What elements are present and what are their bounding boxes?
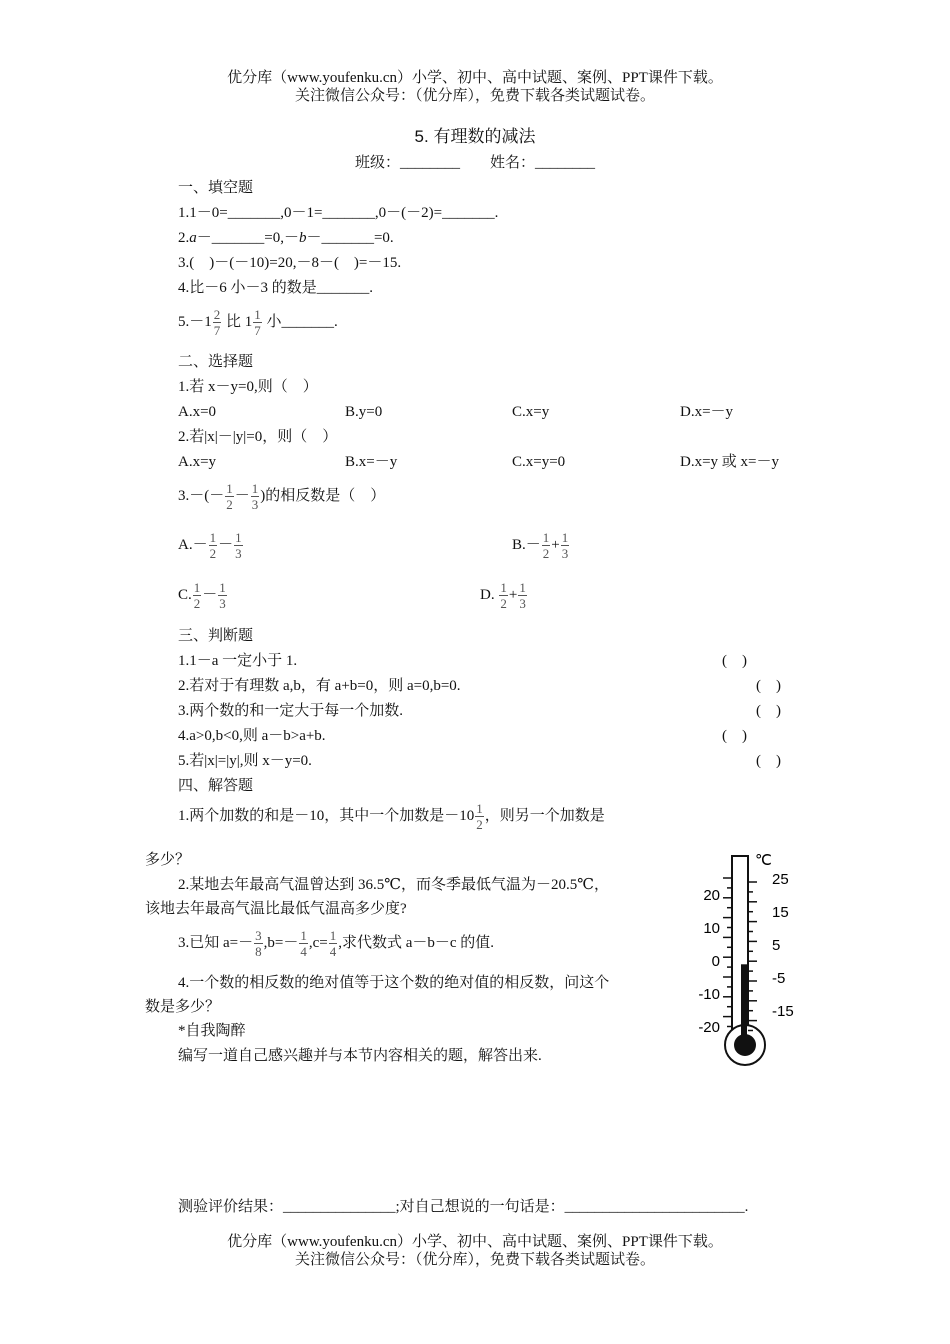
- footer-line-2: 关注微信公众号：（优分库），免费下载各类试题试卷。: [294, 1252, 655, 1268]
- judge-paren-1: ( ): [722, 653, 747, 669]
- choice-q1-option-c: C.x=y: [512, 404, 550, 420]
- choice-q3-option-a: A.－ $\frac{1}{2}$ － $\frac{1}{3}$: [178, 530, 242, 562]
- thermo-right-label: -5: [772, 970, 786, 987]
- evaluation-line: 测验评价结果：_______________;对自己想说的一句话是：________________________.: [178, 1199, 749, 1215]
- thermo-left-label: 10: [703, 920, 720, 937]
- section-answer-heading: 四、解答题: [178, 778, 254, 794]
- answer-q2-line2: 该地去年最高气温比最低气温高多少度?: [145, 901, 407, 917]
- judge-paren-4: ( ): [722, 728, 747, 744]
- judge-paren-5: ( ): [756, 753, 781, 769]
- choice-q2-option-d: D.x=y 或 x=－y: [680, 454, 780, 470]
- choice-q3: 3.－(－ $\frac{1}{2}$ － $\frac{1}{3}$ )的相反数是（ ）: [178, 481, 386, 513]
- answer-q4-line2: 数是多少？: [145, 999, 221, 1015]
- judge-item-3: 3.两个数的和一定大于每一个加数.: [178, 703, 404, 719]
- section-fill-heading: 一、填空题: [178, 180, 254, 196]
- fill-q3: 3.( )－(－10)=20,－8－( )=－15.: [178, 255, 402, 271]
- fill-q2: 2.a－_______=0,－b－_______=0.: [178, 230, 394, 246]
- fraction-2-7: $\frac{2}{7}$: [213, 307, 221, 339]
- header-line-2: 关注微信公众号：（优分库），免费下载各类试题试卷。: [294, 88, 655, 104]
- answer-q2-line1: 2.某地去年最高气温曾达到 36.5℃，而冬季最低气温为－20.5℃，: [178, 877, 610, 893]
- self-exercise-title: *自我陶醉: [178, 1023, 246, 1039]
- thermo-right-label: 15: [772, 904, 789, 921]
- choice-q3-option-b: B.－ $\frac{1}{2}$ + $\frac{1}{3}$: [512, 530, 569, 562]
- judge-item-2: 2.若对于有理数 a,b，有 a+b=0，则 a=0,b=0.: [178, 678, 461, 694]
- thermo-right-label: 25: [772, 871, 789, 888]
- choice-q3-option-c: C. $\frac{1}{2}$ － $\frac{1}{3}$: [178, 580, 226, 612]
- choice-q2-option-a: A.x=y: [178, 454, 217, 470]
- thermo-right-label: -15: [772, 1003, 794, 1020]
- choice-q1-option-d: D.x=－y: [680, 404, 734, 420]
- judge-paren-2: ( ): [756, 678, 781, 694]
- thermo-right-label: 5: [772, 937, 781, 954]
- judge-item-5: 5.若|x|=|y|,则 x－y=0.: [178, 753, 312, 769]
- choice-q1-option-b: B.y=0: [345, 404, 383, 420]
- judge-item-1: 1.1－a 一定小于 1.: [178, 653, 298, 669]
- choice-q3-option-d: D. $\frac{1}{2}$ + $\frac{1}{3}$: [480, 580, 526, 612]
- thermo-left-label: 0: [711, 953, 720, 970]
- choice-q1: 1.若 x－y=0,则（ ）: [178, 379, 318, 395]
- fill-q4: 4.比－6 小－3 的数是_______.: [178, 280, 374, 296]
- section-choice-heading: 二、选择题: [178, 354, 254, 370]
- fill-q1: 1.1－0=_______,0－1=_______,0－(－2)=_______.: [178, 205, 499, 221]
- thermo-left-label: 20: [703, 887, 720, 904]
- judge-paren-3: ( ): [756, 703, 781, 719]
- thermometer-diagram: [684, 848, 800, 1068]
- choice-q2-option-b: B.x=－y: [345, 454, 398, 470]
- judge-item-4: 4.a>0,b<0,则 a－b>a+b.: [178, 728, 326, 744]
- footer-line-1: 优分库（www.youfenku.cn）小学、初中、高中试题、案例、PPT课件下载。: [227, 1234, 723, 1250]
- class-name-line: 班级：________ 姓名：________: [354, 155, 595, 171]
- header-line-1: 优分库（www.youfenku.cn）小学、初中、高中试题、案例、PPT课件下载。: [227, 70, 723, 86]
- thermo-left-label: -20: [698, 1019, 720, 1036]
- choice-q1-option-a: A.x=0: [178, 404, 217, 420]
- choice-q2-option-c: C.x=y=0: [512, 454, 566, 470]
- thermometer-unit: ℃: [755, 852, 772, 869]
- answer-q3: 3.已知 a=－ $\frac{3}{8}$ ,b=－ $\frac{1}{4}$ ,c= $\frac{1}{4}$ ,求代数式 a－b－c 的值.: [178, 928, 495, 960]
- answer-q1-cont: 多少？: [145, 852, 191, 868]
- section-judge-heading: 三、判断题: [178, 628, 254, 644]
- answer-q1: 1.两个加数的和是－10，其中一个加数是－10 $\frac{1}{2}$ ，则另一个加数是: [178, 801, 605, 833]
- self-exercise-text: 编写一道自己感兴趣并与本节内容相关的题，解答出来.: [178, 1048, 542, 1064]
- fraction-1-7: $\frac{1}{7}$: [254, 307, 261, 339]
- thermo-left-label: -10: [698, 986, 720, 1003]
- answer-q4-line1: 4.一个数的相反数的绝对值等于这个数的绝对值的相反数，问这个: [178, 975, 610, 991]
- page-title: 5. 有理数的减法: [414, 127, 536, 146]
- thermometer-mercury: [741, 964, 747, 1045]
- fill-q5: 5.－1 $\frac{2}{7}$ 比 1 $\frac{1}{7}$ 小_______.: [178, 307, 338, 339]
- choice-q2: 2.若|x|－|y|=0，则（ ）: [178, 429, 338, 445]
